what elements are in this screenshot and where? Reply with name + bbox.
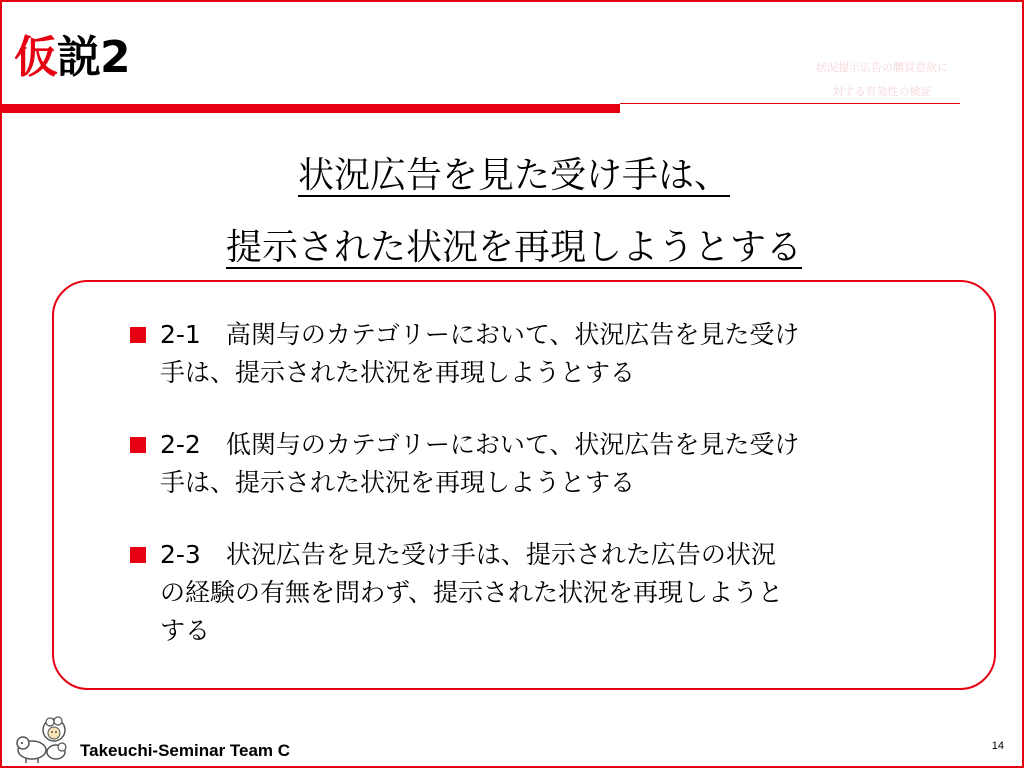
headline-line-2: 提示された状況を再現しようとする <box>225 227 802 268</box>
title-rest: 説2 <box>57 32 130 83</box>
square-bullet-icon <box>130 327 146 343</box>
list-item <box>128 536 968 650</box>
item-line-2: 手は、提示された状況を再現しようとする <box>160 358 636 387</box>
title-accent-char: 仮 <box>14 32 57 83</box>
list-item <box>128 426 968 502</box>
footer-team-name: Takeuchi-Seminar Team C <box>80 741 291 760</box>
square-bullet-icon <box>130 437 146 453</box>
page-number: 14 <box>991 740 1004 752</box>
theme-line-2: 対する有効性の検証 <box>832 85 932 98</box>
hypothesis-headline <box>2 140 1024 284</box>
list-item <box>128 316 968 392</box>
title-underline-bar <box>2 104 620 113</box>
item-line-2: の経験の有無を問わず、提示された状況を再現しようと <box>160 578 784 607</box>
theme-watermark <box>782 56 982 104</box>
item-line-1: 2-3 状況広告を見た受け手は、提示された広告の状況 <box>160 540 776 569</box>
sub-hypotheses-list <box>128 316 968 684</box>
item-line-3: する <box>160 616 211 645</box>
sheep-mascot-icon <box>10 714 74 766</box>
headline-line-1: 状況広告を見た受け手は、 <box>297 155 730 196</box>
item-line-1: 2-2 低関与のカテゴリーにおいて、状況広告を見た受け <box>160 430 800 459</box>
slide-title <box>14 28 130 88</box>
square-bullet-icon <box>130 547 146 563</box>
item-line-1: 2-1 高関与のカテゴリーにおいて、状況広告を見た受け <box>160 320 800 349</box>
item-line-2: 手は、提示された状況を再現しようとする <box>160 468 636 497</box>
theme-line-1: 状況提示広告の購買意欲に <box>816 61 948 74</box>
